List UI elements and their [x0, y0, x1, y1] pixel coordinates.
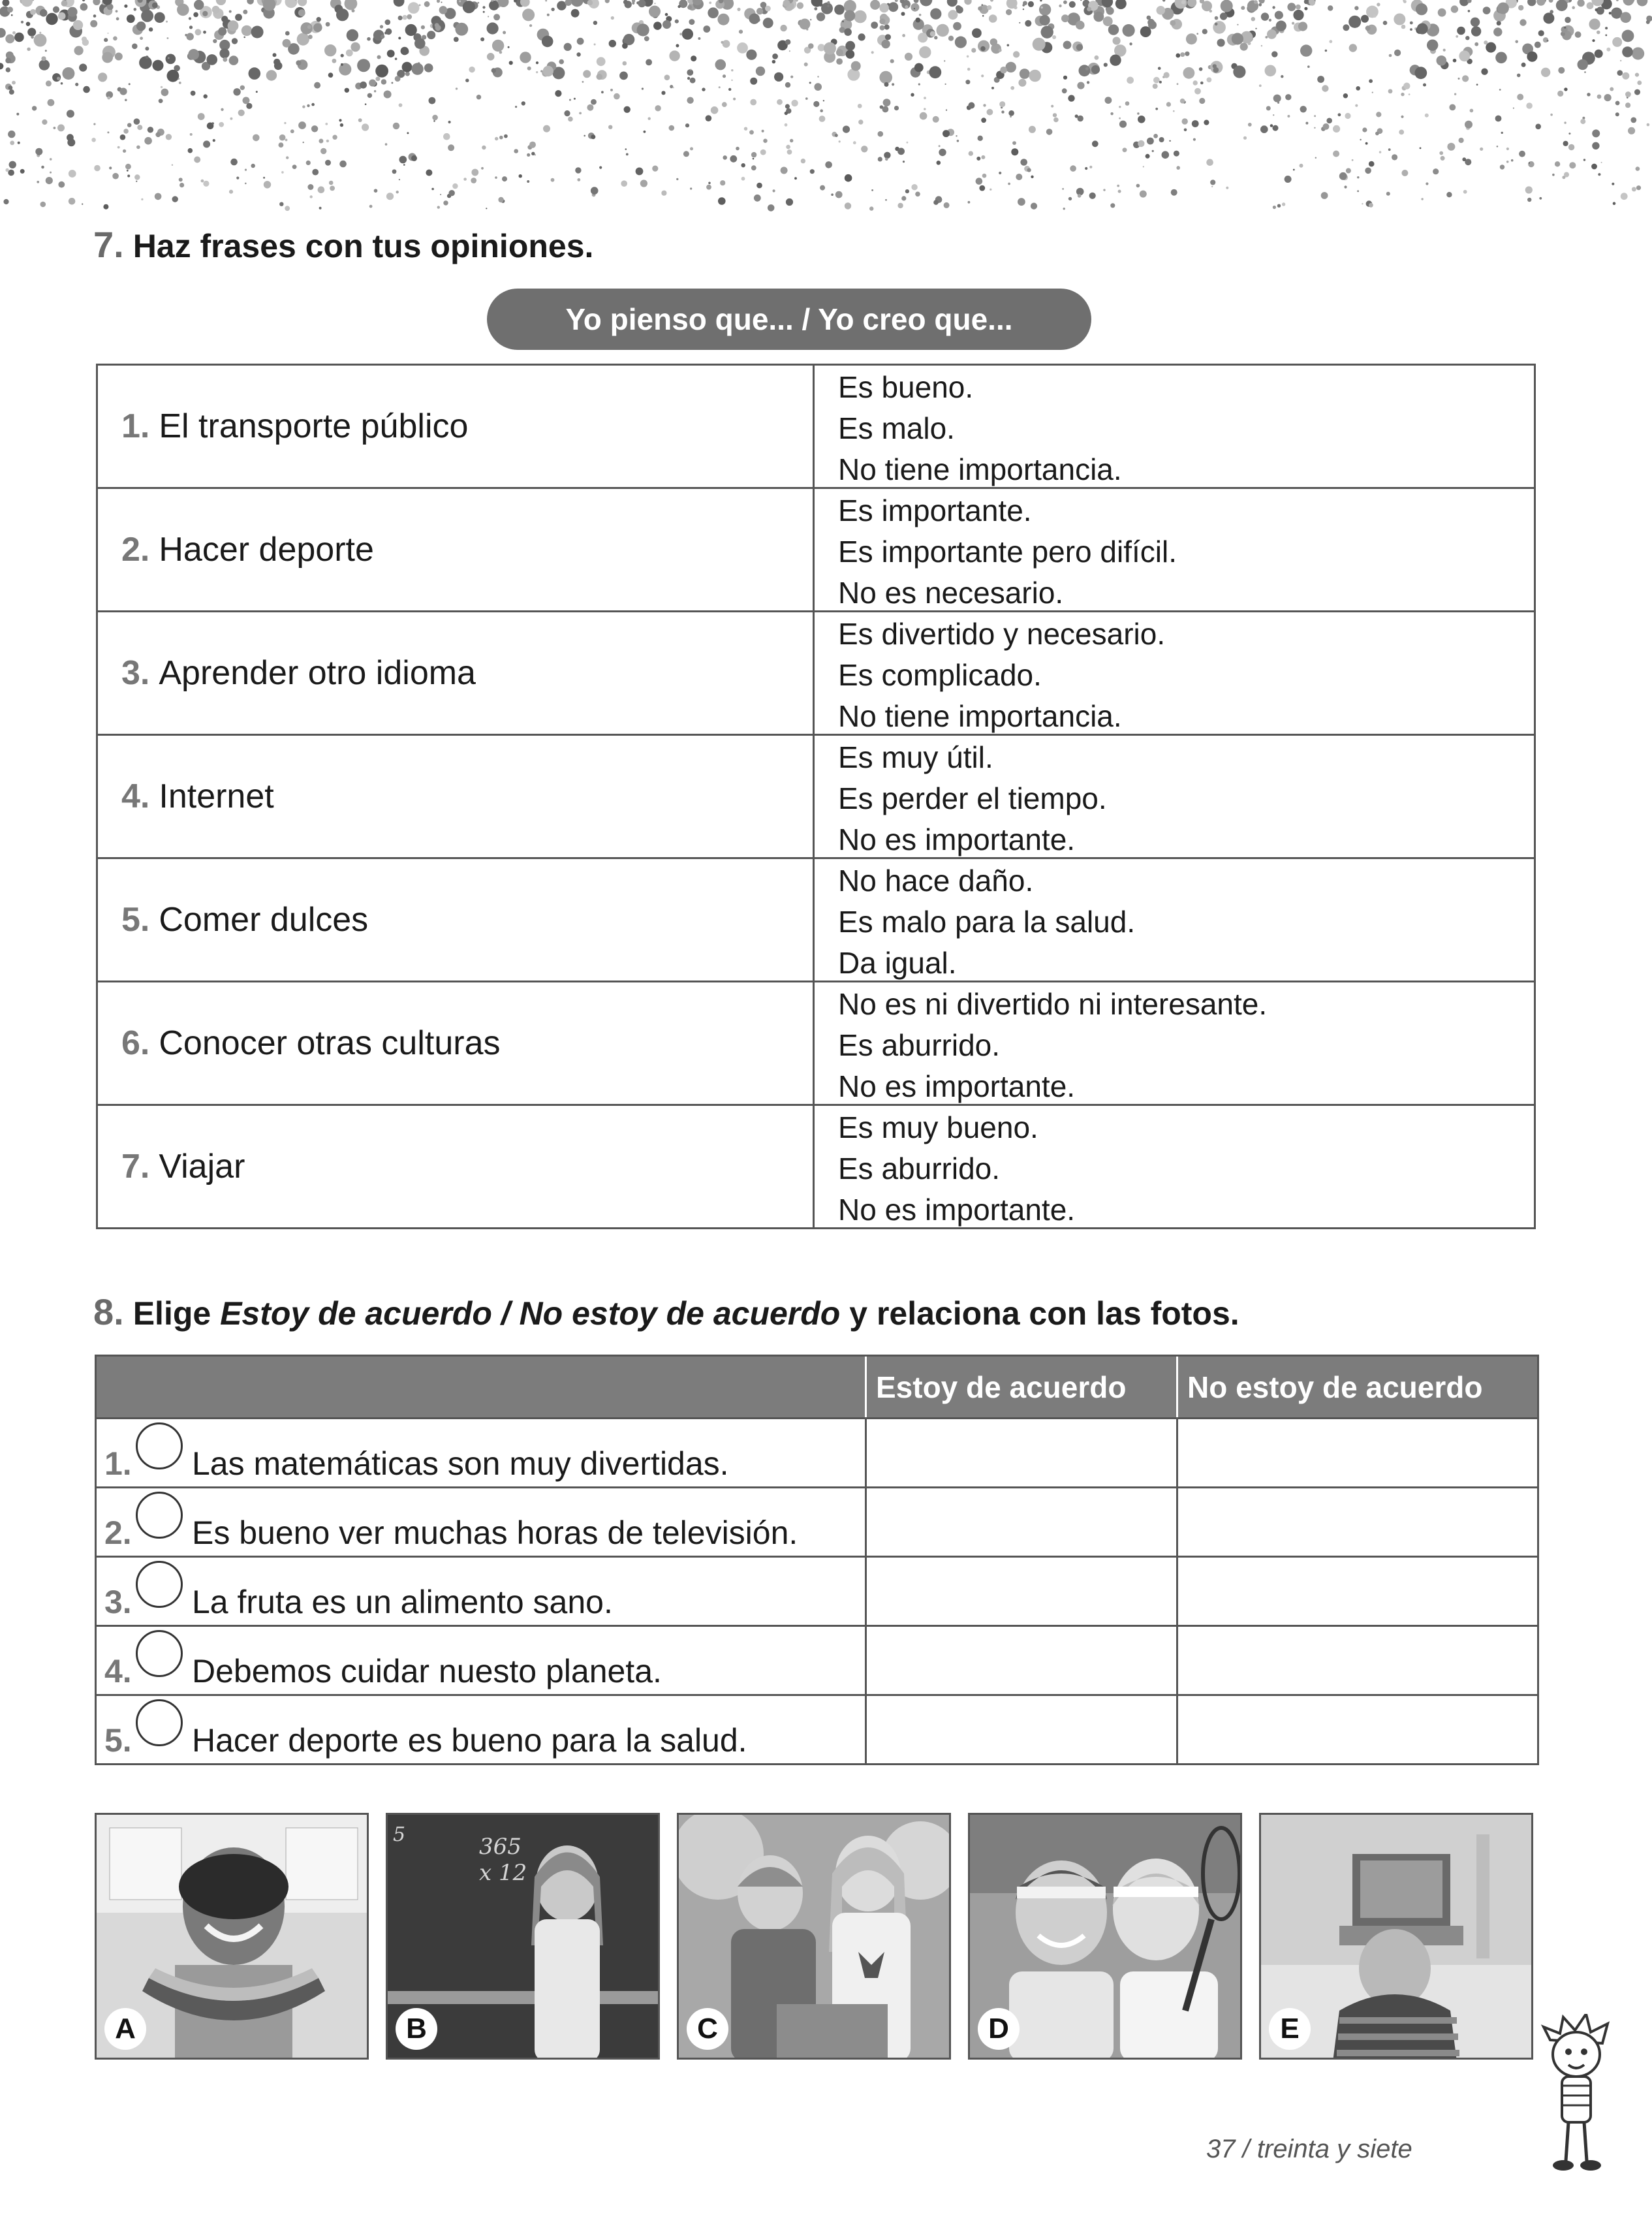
statement-text: La fruta es un alimento sano. — [192, 1584, 613, 1620]
instruction-italic: Estoy de acuerdo / No estoy de acuerdo — [220, 1295, 841, 1332]
table-row — [98, 982, 1534, 1106]
option-text: Es divertido y necesario. — [838, 617, 1166, 651]
exercise-8-title — [93, 1293, 1239, 1333]
ink-splatter-decoration — [0, 0, 1652, 222]
option-text: Es malo para la salud. — [838, 905, 1136, 939]
option-text: Es importante pero difícil. — [838, 535, 1177, 569]
photo-letter-circle[interactable] — [136, 1561, 183, 1608]
table-header — [97, 1357, 1537, 1417]
topic-text: Comer dulces — [159, 901, 369, 939]
option-text: Es aburrido. — [838, 1152, 1001, 1185]
chalk-text: 365 — [479, 1834, 522, 1860]
topic-cell — [98, 612, 815, 734]
exercise-7-title — [93, 225, 593, 266]
agree-answer-cell[interactable] — [867, 1419, 1178, 1486]
option-text: No tiene importancia. — [838, 699, 1122, 733]
topic-cell — [98, 736, 815, 857]
option-text: Es complicado. — [838, 658, 1042, 692]
statement-cell — [97, 1696, 867, 1763]
photo-letter-circle[interactable] — [136, 1630, 183, 1677]
table-row — [98, 736, 1534, 859]
photo-letter-circle[interactable] — [136, 1699, 183, 1746]
topic-cell — [98, 1106, 815, 1227]
photo-label: E — [1269, 2008, 1311, 2050]
statement-cell — [97, 1488, 867, 1556]
opinions-table — [96, 364, 1536, 1229]
header-disagree: No estoy de acuerdo — [1187, 1370, 1483, 1404]
row-number: 4. — [104, 1653, 132, 1689]
table-row — [97, 1694, 1537, 1763]
option-text: Es muy bueno. — [838, 1110, 1038, 1144]
option-text: Es aburrido. — [838, 1028, 1001, 1062]
option-text: Es muy útil. — [838, 740, 993, 774]
option-text: Es malo. — [838, 411, 955, 445]
exercise-number: 8. — [93, 1291, 124, 1332]
photo-e-boy-watching-tv — [1259, 1813, 1533, 2060]
agree-answer-cell[interactable] — [867, 1488, 1178, 1556]
photo-label: D — [978, 2008, 1020, 2050]
photo-label: C — [687, 2008, 728, 2050]
topic-text: El transporte público — [159, 407, 469, 445]
exercise-instruction: Haz frases con tus opiniones. — [132, 228, 594, 264]
exercise-number: 7. — [93, 224, 124, 265]
photo-c-kids-recycling — [677, 1813, 951, 2060]
option-text: No hace daño. — [838, 864, 1034, 898]
chalk-text: x 12 — [479, 1860, 527, 1886]
photo-letter-circle[interactable] — [136, 1422, 183, 1469]
photo-a-boy-watermelon — [95, 1813, 369, 2060]
phrase-pill: Yo pienso que... / Yo creo que... — [487, 289, 1091, 350]
topic-text: Viajar — [159, 1148, 245, 1185]
statement-text: Debemos cuidar nuesto planeta. — [192, 1653, 662, 1689]
chalk-text: 5 — [393, 1823, 406, 1846]
disagree-answer-cell[interactable] — [1178, 1488, 1537, 1556]
topic-cell — [98, 366, 815, 487]
row-number: 2. — [121, 531, 150, 569]
option-text: Es perder el tiempo. — [838, 781, 1107, 815]
option-text: No es importante. — [838, 1069, 1076, 1103]
topic-cell — [98, 982, 815, 1104]
statement-cell — [97, 1627, 867, 1694]
options-cell — [815, 1106, 1534, 1227]
row-number: 2. — [104, 1515, 132, 1551]
row-number: 7. — [121, 1148, 150, 1185]
table-row — [97, 1486, 1537, 1556]
table-row — [98, 859, 1534, 982]
row-number: 3. — [104, 1584, 132, 1620]
table-row — [97, 1625, 1537, 1694]
row-number: 6. — [121, 1024, 150, 1062]
table-row — [97, 1417, 1537, 1486]
header-agree: Estoy de acuerdo — [867, 1357, 1178, 1417]
disagree-answer-cell[interactable] — [1178, 1558, 1537, 1625]
topic-text: Internet — [159, 777, 274, 815]
disagree-answer-cell[interactable] — [1178, 1696, 1537, 1763]
photo-letter-circle[interactable] — [136, 1492, 183, 1539]
row-number: 5. — [121, 901, 150, 939]
agree-answer-cell[interactable] — [867, 1696, 1178, 1763]
options-cell — [815, 612, 1534, 734]
option-text: No es ni divertido ni interesante. — [838, 987, 1268, 1021]
agree-answer-cell[interactable] — [867, 1558, 1178, 1625]
statement-text: Hacer deporte es bueno para la salud. — [192, 1722, 747, 1759]
options-cell — [815, 736, 1534, 857]
table-row — [98, 489, 1534, 612]
options-cell — [815, 489, 1534, 610]
option-text: Da igual. — [838, 946, 957, 980]
instruction-pre: Elige — [132, 1295, 221, 1332]
agree-answer-cell[interactable] — [867, 1627, 1178, 1694]
row-number: 4. — [121, 777, 150, 815]
option-text: No es necesario. — [838, 576, 1064, 610]
topic-cell — [98, 489, 815, 610]
options-cell — [815, 859, 1534, 981]
photo-label: B — [396, 2008, 437, 2050]
photo-d-kids-tennis — [968, 1813, 1242, 2060]
options-cell — [815, 982, 1534, 1104]
option-text: No es importante. — [838, 1193, 1076, 1227]
option-text: Es bueno. — [838, 370, 974, 404]
photo-label: A — [104, 2008, 146, 2050]
cartoon-kid-mascot — [1537, 2014, 1615, 2177]
option-text: No es importante. — [838, 823, 1076, 856]
topic-cell — [98, 859, 815, 981]
agreement-table — [95, 1355, 1539, 1765]
table-row — [98, 366, 1534, 489]
option-text: Es importante. — [838, 494, 1032, 527]
header-blank — [97, 1357, 867, 1417]
options-cell — [815, 366, 1534, 487]
page-number: 37 / treinta y siete — [1206, 2135, 1412, 2163]
disagree-answer-cell[interactable] — [1178, 1419, 1537, 1486]
disagree-answer-cell[interactable] — [1178, 1627, 1537, 1694]
row-number: 1. — [121, 407, 150, 445]
row-number: 1. — [104, 1445, 132, 1482]
row-number: 5. — [104, 1722, 132, 1759]
statement-cell — [97, 1419, 867, 1486]
table-row — [98, 1106, 1534, 1227]
table-row — [97, 1556, 1537, 1625]
option-text: No tiene importancia. — [838, 452, 1122, 486]
row-number: 3. — [121, 654, 150, 692]
topic-text: Aprender otro idioma — [159, 654, 476, 692]
photo-b-girl-chalkboard — [386, 1813, 660, 2060]
topic-text: Conocer otras culturas — [159, 1024, 501, 1062]
instruction-post: y relaciona con las fotos. — [840, 1295, 1239, 1332]
topic-text: Hacer deporte — [159, 531, 374, 569]
statement-text: Las matemáticas son muy divertidas. — [192, 1445, 729, 1482]
table-row — [98, 612, 1534, 736]
statement-cell — [97, 1558, 867, 1625]
statement-text: Es bueno ver muchas horas de televisión. — [192, 1515, 798, 1551]
